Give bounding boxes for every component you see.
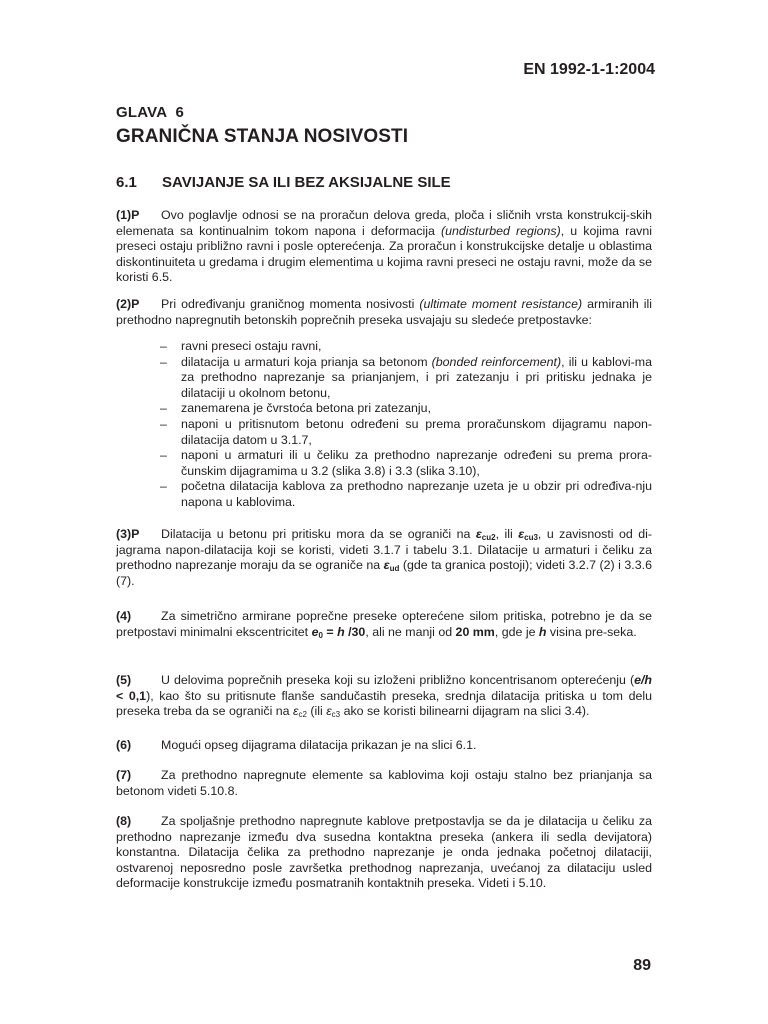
paragraph-label: (1)P: [116, 208, 140, 222]
text: zanemarena je čvrstoća betona pri zatezanju,: [181, 401, 432, 416]
divisor: /30: [344, 624, 366, 639]
subscript: 0: [318, 630, 323, 640]
text: ako se koristi bilinearni dijagram na slici 3.4).: [340, 704, 590, 719]
subscript: cu2: [481, 533, 496, 542]
list-item: [160, 448, 652, 479]
ratio-symbol: e/h: [634, 673, 652, 687]
text: U delovima poprečnih preseka koji su izloženi približno koncentrisanom opterećenju (: [161, 673, 635, 687]
ratio-limit: < 0,1: [116, 688, 147, 703]
section-title: SAVIJANJE SA ILI BEZ AKSIJALNE SILE: [162, 174, 451, 191]
page-number: 89: [633, 957, 651, 974]
paragraph-label: (8): [116, 814, 132, 828]
epsilon-symbol: ε: [475, 527, 482, 541]
height-symbol: h: [538, 624, 547, 639]
text: Za spoljašnje prethodno napregnute kablove pretpostavlja se da je dilatacija u čeliku za prethodno naprezanje između dva susedna kontaktna preseka (ankera ili sedla devijatora) konstantna. Dilatacija čelika za prethodno naprezanje je onda jednaka početnoj dilataciji, ostvarenoj neposredno posle završetka prethodnog naprezanja, uvećanoj za dilataciju usled deformacije konstrukcije između posmatranih kontaktnih preseka. Videti i 5.10.: [116, 814, 652, 891]
paragraph-label: (3)P: [116, 527, 140, 541]
text: početna dilatacija kablova za prethodno naprezanje uzeta je u obzir pri određiva-nju napona u kablovima.: [181, 479, 652, 509]
text: , ali ne manji od: [365, 624, 456, 639]
subscript: c3: [331, 710, 341, 720]
subscript: c2: [298, 710, 307, 720]
text: Dilatacija u betonu pri pritisku mora da se ograniči na: [161, 527, 476, 541]
chapter-label: GLAVA 6: [116, 104, 184, 121]
list-item: [160, 479, 652, 510]
list-item: [160, 339, 652, 355]
text: visina pre-seka.: [546, 624, 637, 639]
paragraph-8: [116, 814, 652, 892]
paragraph-label: (4): [116, 609, 132, 623]
paragraph-label: (2)P: [116, 297, 140, 311]
min-value: 20 mm: [455, 624, 495, 639]
subscript: ud: [389, 564, 400, 574]
text: , gde je: [494, 624, 539, 639]
list-item: [160, 401, 652, 417]
assumptions-list: [160, 339, 652, 511]
italic-term: (bonded reinforcement): [431, 354, 562, 369]
text: , ili u kablovi-ma za prethodno naprezanje sa prianjanjem, i pri zatezanju i pri pritisku jednaka je dilataciji u okolnom betonu,: [181, 354, 652, 400]
paragraph-2: [116, 297, 652, 328]
section-heading: [116, 174, 451, 191]
text: Pri određivanju graničnog momenta nosivosti: [161, 297, 420, 311]
epsilon-symbol: ε: [518, 527, 525, 541]
text: Mogući opseg dijagrama dilatacija prikazan je na slici 6.1.: [161, 738, 477, 752]
chapter-title: GRANIČNA STANJA NOSIVOSTI: [116, 126, 409, 147]
text: dilatacija u armaturi koja prianja sa betonom: [181, 354, 432, 369]
list-item: [160, 355, 652, 402]
text: naponi u armaturi ili u čeliku za prethodno naprezanje određeni su prema prora-čunskim dijagramima u 3.2 (slika 3.8) i 3.3 (slika 3.10),: [181, 448, 652, 478]
paragraph-label: (5): [116, 673, 132, 687]
text: ), kao što su pritisnute flanše sandučastih preseka, srednja dilatacija pritiska u tom delu preseka treba da se ograniči na: [116, 688, 652, 719]
paragraph-7: [116, 768, 652, 799]
paragraph-6: [116, 738, 652, 754]
text: , ili: [495, 527, 519, 541]
paragraph-label: (6): [116, 738, 132, 752]
text: , u zavisnosti od di-jagrama napon-dilatacija koji se koristi, videti 3.1.7 i tabelu 3.1. Dilatacije u armaturi i čeliku za prethodno naprezanje moraju da se ograniče na: [116, 527, 653, 573]
paragraph-1: [116, 208, 652, 286]
height-symbol: h: [337, 624, 345, 639]
epsilon-symbol: ε: [293, 704, 299, 719]
section-number: 6.1: [116, 174, 137, 191]
paragraph-label: (7): [116, 768, 132, 782]
text: Za simetrično armirane poprečne preseke opterećene silom pritiska, potrebno je da se pretpostavi minimalni ekscentricitet: [116, 609, 652, 639]
equals-sign: =: [322, 624, 338, 639]
text: naponi u pritisnutom betonu određeni su prema proračunskom dijagramu napon-dilatacija datom u 3.1.7,: [181, 416, 652, 447]
text: , u kojima ravni preseci ostaju približno ravni i posle opterećenja. Za proračun i konstrukcijske detalje u oblastima diskontinuiteta u gredama i drugim elementima u kojima ravni preseci ne ostaju ravni, može da se koristi 6.5.: [116, 223, 653, 285]
italic-term: (ultimate moment resistance): [419, 297, 583, 311]
text: Ovo poglavlje odnosi se na proračun delova greda, ploča i sličnih vrsta konstrukcij-skih elemenata sa kontinualnim tokom napona i deformacija: [116, 208, 652, 238]
eccentricity-symbol: e: [311, 624, 319, 639]
epsilon-symbol: ε: [383, 558, 390, 573]
italic-term: (undisturbed regions): [441, 223, 561, 238]
epsilon-symbol: ε: [326, 704, 332, 719]
paragraph-5: [116, 673, 652, 720]
text: (ili: [306, 704, 327, 719]
text: armiranih ili prethodno napregnutih betonskih poprečnih preseka usvajaju su sledeće pretpostavke:: [116, 297, 652, 327]
paragraph-4: [116, 609, 652, 640]
text: Za prethodno napregnute elemente sa kablovima koji ostaju stalno bez prianjanja sa betonom videti 5.10.8.: [116, 768, 652, 798]
text: ravni preseci ostaju ravni,: [181, 339, 322, 353]
subscript: cu3: [524, 533, 538, 542]
list-item: [160, 417, 652, 448]
text: (gde ta granica postoji); videti 3.2.7 (2) i 3.3.6 (7).: [116, 558, 652, 588]
standard-code: EN 1992-1-1:2004: [523, 61, 655, 78]
paragraph-3: [116, 527, 652, 589]
